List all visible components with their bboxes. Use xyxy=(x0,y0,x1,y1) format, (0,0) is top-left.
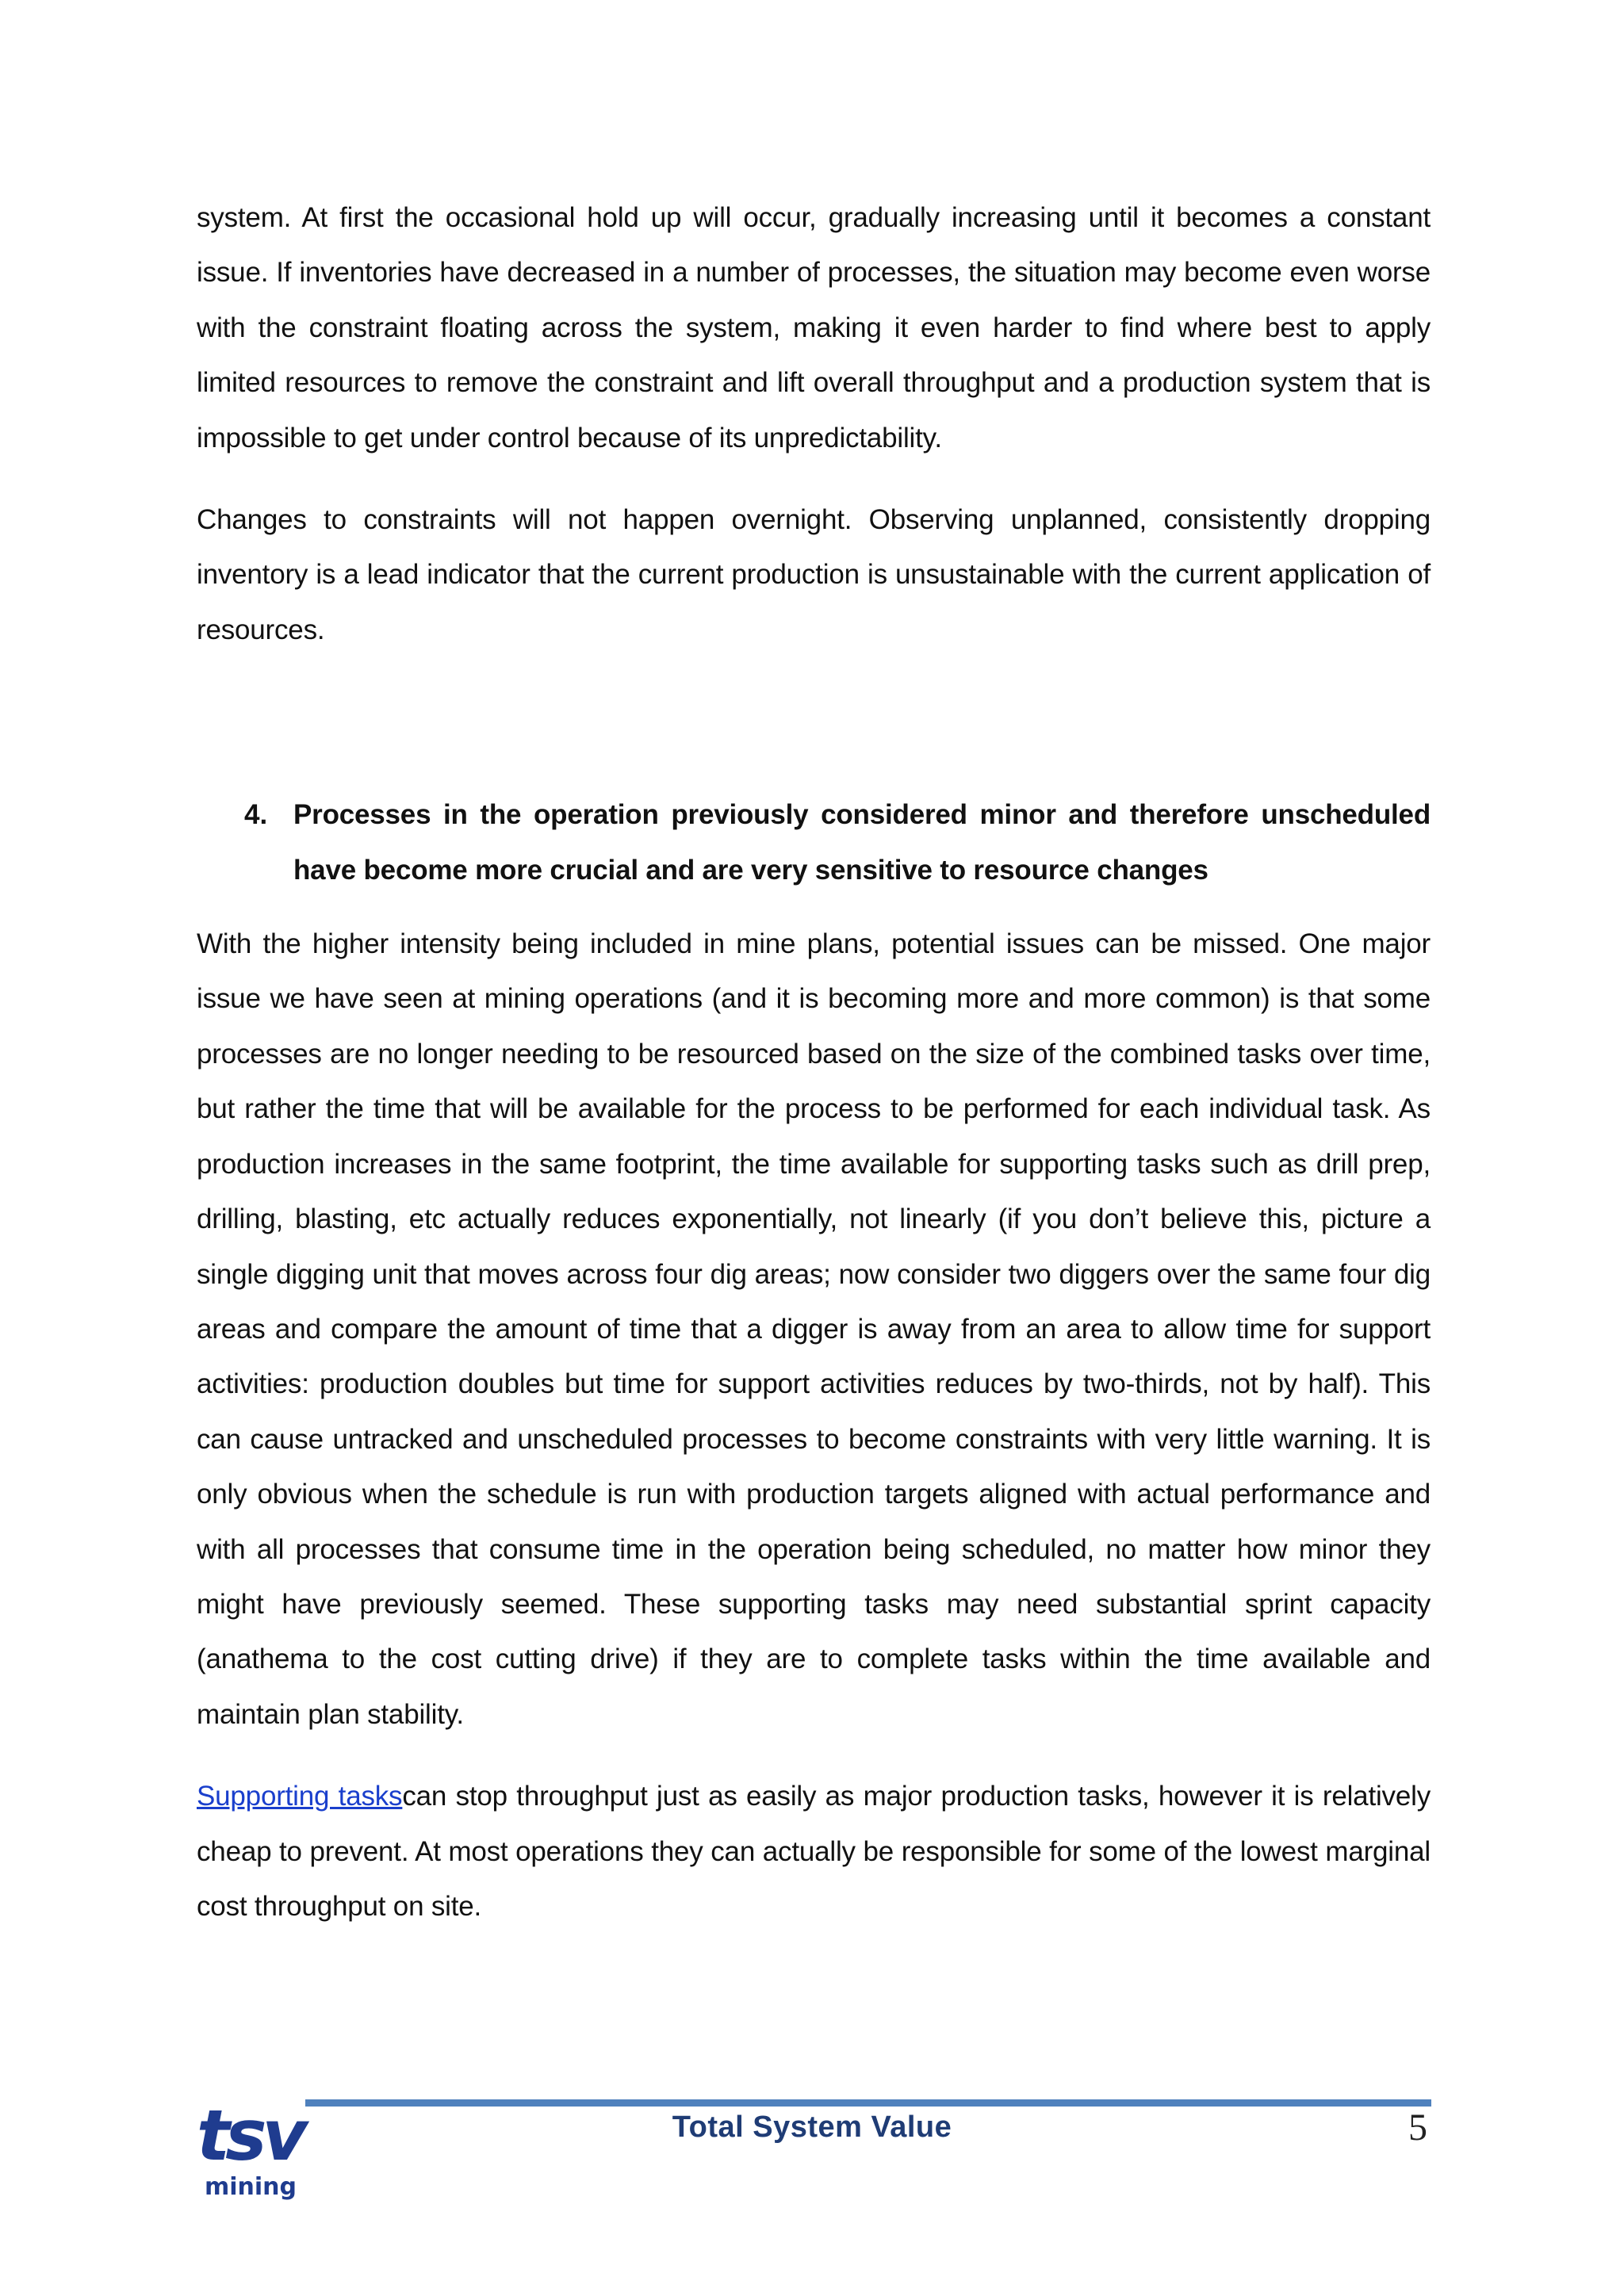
paragraph-supporting-tasks xyxy=(197,1769,1431,1934)
section-heading xyxy=(197,787,1431,897)
supporting-tasks-link[interactable]: Supporting tasks xyxy=(197,1781,403,1812)
page-content xyxy=(197,190,1431,1961)
paragraph-changes-to-constraints: Changes to constraints will not happen overnight. Observing unplanned, consistently dropping inventory is a lead indicator that the current production is unsustainable with the current application of resources. xyxy=(197,504,1431,645)
logo-mining-text: mining xyxy=(205,2173,297,2201)
footer-title: Total System Value xyxy=(672,2110,952,2144)
section-number: 4. xyxy=(244,799,268,831)
page-number: 5 xyxy=(1408,2107,1427,2149)
paragraph-higher-intensity: With the higher intensity being included in mine plans, potential issues can be missed. One major issue we have seen at mining operations (and it is becoming more and more common) is that some processes are no longer needing to be resourced based on the size of the combined tasks over time, but rather the time that will be available for the process to be performed for each individual task. As production increases in the same footprint, the time available for supporting tasks such as drill prep, drilling, blasting, etc actually reduces exponentially, not linearly (if you don’t believe this, picture a single digging unit that moves across four dig areas; now consider two diggers over the same four dig areas and compare the amount of time that a digger is away from an area to allow time for support activities: production doubles but time for support activities reduces by two-thirds, not by half). This can cause untracked and unscheduled processes to become constraints with very little warning. It is only obvious when the schedule is run with production targets aligned with actual performance and with all processes that consume time in the operation being scheduled, no matter how minor they might have previously seemed. These supporting tasks may need substantial sprint capacity (anathema to the cost cutting drive) if they are to complete tasks within the time available and maintain plan stability. xyxy=(197,928,1431,1730)
footer-rule xyxy=(305,2099,1431,2107)
logo-tsv-text: tsv xyxy=(197,2096,303,2176)
section-heading-text: Processes in the operation previously considered minor and therefore unscheduled have become more crucial and are very sensitive to resource changes xyxy=(293,799,1431,886)
section-spacer xyxy=(197,684,1431,787)
supporting-tasks-text: can stop throughput just as easily as major production tasks, however it is relatively cheap to prevent. At most operations they can actually be responsible for some of the lowest marginal cost throughput on site. xyxy=(197,1781,1431,1922)
paragraph-constraint-floating: system. At first the occasional hold up will occur, gradually increasing until it becomes a constant issue. If inventories have decreased in a number of processes, the situation may become even worse with the constraint floating across the system, making it even harder to find where best to apply limited resources to remove the constraint and lift overall throughput and a production system that is impossible to get under control because of its unpredictability. xyxy=(197,202,1431,453)
